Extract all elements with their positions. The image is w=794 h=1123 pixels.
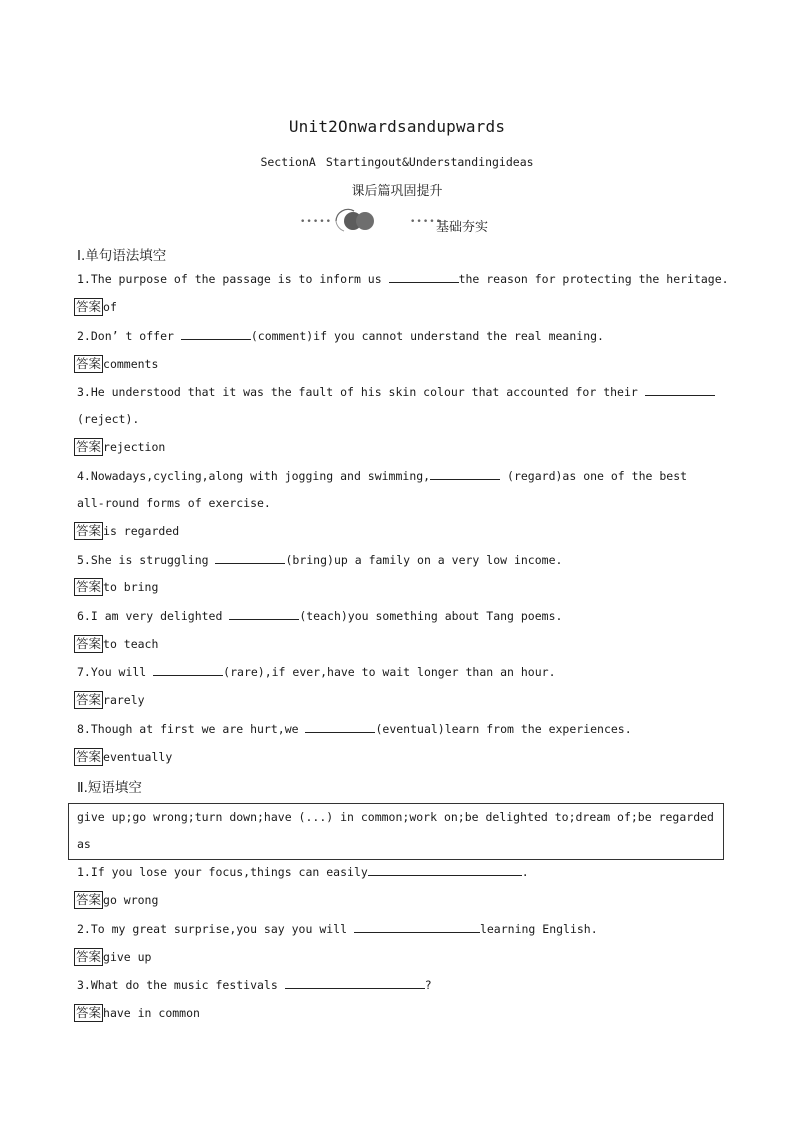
banner-dots-left: ••••• — [300, 217, 333, 227]
answer-blank — [229, 606, 299, 620]
answer-tag: 答案 — [76, 749, 102, 764]
phrase-answer-1 — [74, 891, 158, 909]
answer-blank — [181, 326, 251, 340]
answer-tag: 答案 — [76, 523, 102, 538]
answer-text: of — [103, 300, 117, 314]
answer-8 — [74, 748, 172, 766]
answer-tag: 答案 — [76, 1005, 102, 1020]
phrase-question-3 — [77, 972, 722, 999]
answer-text: rarely — [103, 693, 145, 707]
question-text: 6.I am very delighted — [77, 609, 230, 623]
answer-tag: 答案 — [76, 636, 102, 651]
answer-text: comments — [103, 357, 159, 371]
answer-blank — [354, 919, 480, 933]
question-text: (regard)as one of the best — [500, 469, 688, 483]
question-7 — [77, 659, 722, 686]
answer-tag: 答案 — [76, 439, 102, 454]
question-text: (bring)up a family on a very low income. — [285, 553, 563, 567]
question-text: (reject). — [77, 412, 140, 426]
question-text: 1.The purpose of the passage is to inform us — [77, 272, 389, 286]
answer-tag: 答案 — [76, 299, 102, 314]
answer-blank — [285, 975, 425, 989]
basic-banner — [298, 206, 558, 236]
question-text: 3.He understood that it was the fault of his skin colour that accounted for their — [77, 385, 645, 399]
question-text: 4.Nowadays,cycling,along with jogging and swimming, — [77, 469, 431, 483]
question-text: the reason for protecting the heritage. — [458, 272, 729, 286]
question-5 — [77, 547, 722, 574]
question-text: (teach)you something about Tang poems. — [299, 609, 563, 623]
answer-blank — [368, 862, 522, 876]
question-text: 2.Don’ t offer — [77, 329, 181, 343]
answer-text: give up — [103, 950, 152, 964]
answer-2 — [74, 355, 158, 373]
answer-text: have in common — [103, 1006, 200, 1020]
question-text: 2.To my great surprise,you say you will — [77, 922, 354, 936]
answer-blank — [645, 382, 715, 396]
question-text: (rare),if ever,have to wait longer than an hour. — [223, 665, 556, 679]
phrase-question-1 — [77, 859, 722, 886]
question-4 — [77, 463, 722, 517]
subtitle-topic: Startingout&Understandingideas — [325, 155, 534, 169]
answer-4 — [74, 522, 179, 540]
phrase-box: give up;go wrong;turn down;have (...) in common;work on;be delighted to;dream of;be regarded as — [68, 803, 724, 860]
answer-text: to teach — [103, 637, 159, 651]
question-text: all-round forms of exercise. — [77, 496, 271, 510]
answer-blank — [305, 719, 375, 733]
answer-tag: 答案 — [76, 579, 102, 594]
section2-title: Ⅱ.短语填空 — [77, 780, 142, 796]
unit-title: Unit2Onwardsandupwards — [288, 117, 506, 136]
question-text: 7.You will — [77, 665, 154, 679]
answer-tag: 答案 — [76, 949, 102, 964]
phrase-answer-2 — [74, 948, 151, 966]
answer-tag: 答案 — [76, 356, 102, 371]
question-6 — [77, 603, 722, 630]
question-text: 8.Though at first we are hurt,we — [77, 722, 306, 736]
question-text: (comment)if you cannot understand the real meaning. — [250, 329, 604, 343]
answer-text: go wrong — [103, 893, 159, 907]
section1-title: Ⅰ.单句语法填空 — [77, 248, 167, 264]
question-text: . — [521, 865, 529, 879]
answer-text: eventually — [103, 750, 173, 764]
answer-text: to bring — [103, 580, 159, 594]
answer-blank — [153, 662, 223, 676]
answer-1 — [74, 298, 117, 316]
answer-7 — [74, 691, 145, 709]
banner-emblem-icon — [332, 207, 378, 233]
question-8 — [77, 716, 722, 743]
question-3 — [77, 379, 722, 433]
phrase-answer-3 — [74, 1004, 200, 1022]
answer-6 — [74, 635, 158, 653]
banner-label: 基础夯实 — [436, 220, 489, 235]
subtitle-section: SectionA — [260, 155, 316, 169]
question-1 — [77, 266, 729, 293]
question-2 — [77, 323, 722, 350]
answer-tag: 答案 — [76, 692, 102, 707]
answer-blank — [430, 466, 500, 480]
question-text: 5.She is struggling — [77, 553, 216, 567]
phrase-question-2 — [77, 916, 722, 943]
answer-3 — [74, 438, 165, 456]
question-text: 1.If you lose your focus,things can easily — [77, 865, 368, 879]
question-text: 3.What do the music festivals — [77, 978, 285, 992]
banner-dots-right: ••••• — [410, 217, 443, 227]
answer-tag: 答案 — [76, 892, 102, 907]
question-text: learning English. — [479, 922, 598, 936]
question-text: (eventual)learn from the experiences. — [375, 722, 632, 736]
section-subtitle — [0, 155, 794, 169]
answer-text: is regarded — [103, 524, 180, 538]
answer-5 — [74, 578, 158, 596]
question-text: ? — [424, 978, 432, 992]
answer-blank — [389, 269, 459, 283]
consolidation-heading: 课后篇巩固提升 — [351, 184, 443, 199]
answer-blank — [215, 550, 285, 564]
answer-text: rejection — [103, 440, 166, 454]
